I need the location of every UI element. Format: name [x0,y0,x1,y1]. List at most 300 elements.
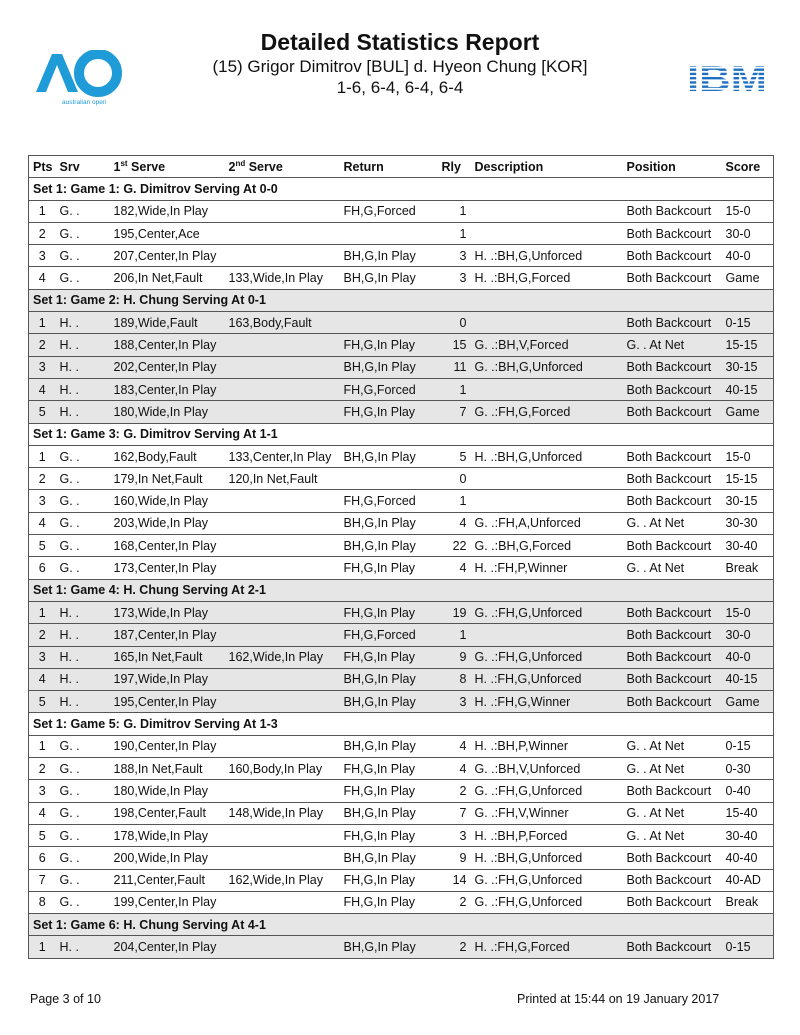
cell-return [340,222,438,244]
cell-server: H. . [56,601,110,623]
cell-position: Both Backcourt [623,646,722,668]
cell-first-serve: 195,Center,Ace [110,222,225,244]
cell-point-number: 2 [29,334,56,356]
cell-rally-count: 14 [438,869,471,891]
game-header-row [29,914,774,936]
cell-server: H. . [56,936,110,958]
cell-rally-count: 1 [438,624,471,646]
cell-return: FH,G,Forced [340,378,438,400]
cell-first-serve: 173,Wide,In Play [110,601,225,623]
cell-point-number: 5 [29,535,56,557]
table-row [29,468,774,490]
cell-rally-count: 9 [438,847,471,869]
cell-server: H. . [56,378,110,400]
cell-first-serve: 197,Wide,In Play [110,668,225,690]
cell-rally-count: 7 [438,401,471,423]
cell-first-serve: 199,Center,In Play [110,891,225,913]
cell-point-number: 1 [29,936,56,958]
cell-server: G. . [56,445,110,467]
cell-return [340,468,438,490]
cell-description: G. .:BH,V,Unforced [471,758,623,780]
cell-server: G. . [56,557,110,579]
cell-description: G. .:FH,G,Unforced [471,869,623,891]
cell-rally-count: 2 [438,936,471,958]
cell-first-serve: 188,In Net,Fault [110,758,225,780]
cell-return: FH,G,In Play [340,824,438,846]
cell-point-number: 4 [29,512,56,534]
cell-return: FH,G,In Play [340,869,438,891]
table-row [29,891,774,913]
cell-score: Break [722,891,774,913]
cell-score: 15-0 [722,200,774,222]
cell-second-serve [225,624,340,646]
cell-server: G. . [56,245,110,267]
cell-description: G. .:BH,G,Unforced [471,356,623,378]
cell-score: 40-15 [722,668,774,690]
cell-point-number: 5 [29,691,56,713]
cell-first-serve: 180,Wide,In Play [110,780,225,802]
table-row [29,490,774,512]
cell-point-number: 4 [29,668,56,690]
cell-return: FH,G,In Play [340,891,438,913]
col-header-description: Description [471,156,623,178]
cell-server: H. . [56,624,110,646]
cell-point-number: 2 [29,758,56,780]
cell-description [471,200,623,222]
cell-server: H. . [56,646,110,668]
ibm-logo-icon [686,60,768,94]
cell-return: FH,G,In Play [340,758,438,780]
cell-second-serve: 133,Wide,In Play [225,267,340,289]
cell-description [471,624,623,646]
cell-description: H. .:BH,G,Forced [471,267,623,289]
cell-score: 15-40 [722,802,774,824]
game-header-row [29,423,774,445]
cell-position: Both Backcourt [623,490,722,512]
cell-score: 15-0 [722,445,774,467]
table-row [29,535,774,557]
cell-point-number: 4 [29,802,56,824]
cell-point-number: 3 [29,780,56,802]
cell-return: FH,G,In Play [340,601,438,623]
game-header-row [29,289,774,311]
cell-server: G. . [56,535,110,557]
table-row [29,668,774,690]
cell-return: BH,G,In Play [340,245,438,267]
cell-description: G. .:FH,G,Unforced [471,601,623,623]
cell-description: G. .:BH,G,Forced [471,535,623,557]
cell-return [340,312,438,334]
table-row [29,267,774,289]
cell-score: 30-0 [722,624,774,646]
cell-description: H. .:FH,G,Forced [471,936,623,958]
cell-server: H. . [56,401,110,423]
cell-rally-count: 4 [438,735,471,757]
cell-rally-count: 15 [438,334,471,356]
cell-rally-count: 19 [438,601,471,623]
cell-first-serve: 206,In Net,Fault [110,267,225,289]
cell-server: G. . [56,267,110,289]
cell-score: 0-15 [722,936,774,958]
cell-score: Break [722,557,774,579]
cell-first-serve: 189,Wide,Fault [110,312,225,334]
cell-position: Both Backcourt [623,468,722,490]
cell-server: G. . [56,780,110,802]
cell-rally-count: 4 [438,557,471,579]
cell-rally-count: 3 [438,267,471,289]
cell-description: H. .:BH,G,Unforced [471,245,623,267]
col-header-second-serve: 2nd Serve [225,156,340,178]
cell-first-serve: 200,Wide,In Play [110,847,225,869]
cell-second-serve [225,824,340,846]
cell-position: Both Backcourt [623,378,722,400]
cell-score: Game [722,691,774,713]
cell-rally-count: 2 [438,891,471,913]
cell-position: G. . At Net [623,758,722,780]
cell-point-number: 1 [29,200,56,222]
cell-return: BH,G,In Play [340,802,438,824]
cell-first-serve: 204,Center,In Play [110,936,225,958]
cell-return: BH,G,In Play [340,936,438,958]
cell-rally-count: 7 [438,802,471,824]
cell-second-serve [225,490,340,512]
cell-point-number: 6 [29,557,56,579]
cell-second-serve [225,780,340,802]
cell-position: Both Backcourt [623,267,722,289]
col-header-rally: Rly [438,156,471,178]
cell-position: Both Backcourt [623,535,722,557]
cell-score: 30-0 [722,222,774,244]
cell-position: Both Backcourt [623,869,722,891]
cell-second-serve: 163,Body,Fault [225,312,340,334]
col-header-score: Score [722,156,774,178]
cell-second-serve [225,356,340,378]
cell-first-serve: 173,Center,In Play [110,557,225,579]
cell-first-serve: 188,Center,In Play [110,334,225,356]
cell-rally-count: 5 [438,445,471,467]
cell-score: 40-0 [722,646,774,668]
cell-second-serve [225,735,340,757]
table-row [29,601,774,623]
table-row [29,512,774,534]
table-row [29,312,774,334]
table-row [29,245,774,267]
cell-second-serve [225,891,340,913]
cell-first-serve: 182,Wide,In Play [110,200,225,222]
cell-first-serve: 203,Wide,In Play [110,512,225,534]
cell-server: G. . [56,735,110,757]
cell-point-number: 5 [29,824,56,846]
cell-description: H. .:FH,P,Winner [471,557,623,579]
cell-return: BH,G,In Play [340,445,438,467]
cell-rally-count: 0 [438,468,471,490]
cell-description: H. .:BH,P,Forced [471,824,623,846]
cell-score: 30-15 [722,356,774,378]
printed-timestamp: Printed at 15:44 on 19 January 2017 [517,992,720,1006]
cell-description: G. .:FH,G,Forced [471,401,623,423]
cell-position: Both Backcourt [623,891,722,913]
cell-score: 30-30 [722,512,774,534]
cell-score: 0-15 [722,735,774,757]
table-row [29,222,774,244]
cell-return: BH,G,In Play [340,267,438,289]
cell-first-serve: 211,Center,Fault [110,869,225,891]
cell-position: Both Backcourt [623,847,722,869]
cell-second-serve [225,847,340,869]
cell-score: 30-40 [722,535,774,557]
cell-server: G. . [56,200,110,222]
table-row [29,378,774,400]
cell-description: H. .:BH,G,Unforced [471,847,623,869]
point-statistics-table [28,155,774,959]
cell-second-serve: 120,In Net,Fault [225,468,340,490]
page-number: Page 3 of 10 [30,992,101,1006]
cell-position: G. . At Net [623,334,722,356]
cell-return: BH,G,In Play [340,356,438,378]
cell-first-serve: 179,In Net,Fault [110,468,225,490]
cell-first-serve: 178,Wide,In Play [110,824,225,846]
cell-score: Game [722,267,774,289]
cell-description: G. .:FH,G,Unforced [471,891,623,913]
cell-description [471,490,623,512]
cell-description [471,468,623,490]
table-row [29,869,774,891]
cell-second-serve [225,334,340,356]
col-header-pts: Pts [29,156,56,178]
col-header-return: Return [340,156,438,178]
cell-point-number: 1 [29,735,56,757]
cell-point-number: 6 [29,847,56,869]
table-row [29,557,774,579]
table-row [29,824,774,846]
table-row [29,624,774,646]
cell-position: Both Backcourt [623,601,722,623]
cell-second-serve [225,222,340,244]
ao-logo-caption: australian open [62,99,107,106]
cell-return: FH,G,In Play [340,557,438,579]
cell-score: 30-40 [722,824,774,846]
cell-rally-count: 3 [438,691,471,713]
cell-return: FH,G,In Play [340,646,438,668]
cell-description: H. .:FH,G,Unforced [471,668,623,690]
cell-description: G. .:FH,G,Unforced [471,646,623,668]
cell-second-serve: 133,Center,In Play [225,445,340,467]
cell-position: G. . At Net [623,802,722,824]
cell-server: G. . [56,891,110,913]
cell-point-number: 3 [29,356,56,378]
cell-rally-count: 4 [438,758,471,780]
cell-point-number: 2 [29,624,56,646]
cell-first-serve: 207,Center,In Play [110,245,225,267]
cell-description [471,378,623,400]
cell-second-serve: 162,Wide,In Play [225,646,340,668]
cell-server: G. . [56,824,110,846]
cell-rally-count: 1 [438,222,471,244]
cell-second-serve [225,601,340,623]
table-row [29,691,774,713]
table-row [29,847,774,869]
game-title: Set 1: Game 2: H. Chung Serving At 0-1 [29,289,774,311]
table-row [29,936,774,958]
cell-score: 0-30 [722,758,774,780]
cell-rally-count: 8 [438,668,471,690]
cell-rally-count: 0 [438,312,471,334]
cell-score: 15-15 [722,468,774,490]
cell-score: 40-15 [722,378,774,400]
cell-position: Both Backcourt [623,445,722,467]
cell-first-serve: 160,Wide,In Play [110,490,225,512]
cell-return: FH,G,Forced [340,200,438,222]
cell-point-number: 3 [29,646,56,668]
cell-second-serve [225,401,340,423]
cell-point-number: 4 [29,267,56,289]
cell-second-serve: 148,Wide,In Play [225,802,340,824]
table-row [29,758,774,780]
cell-point-number: 3 [29,490,56,512]
cell-point-number: 4 [29,378,56,400]
cell-server: G. . [56,802,110,824]
cell-point-number: 2 [29,222,56,244]
cell-server: G. . [56,512,110,534]
game-header-row [29,579,774,601]
cell-score: 15-0 [722,601,774,623]
cell-point-number: 1 [29,601,56,623]
cell-first-serve: 162,Body,Fault [110,445,225,467]
cell-score: 0-15 [722,312,774,334]
table-row [29,401,774,423]
table-row [29,334,774,356]
cell-return: BH,G,In Play [340,847,438,869]
cell-return: FH,G,Forced [340,624,438,646]
cell-server: H. . [56,312,110,334]
cell-server: G. . [56,490,110,512]
cell-score: 0-40 [722,780,774,802]
cell-point-number: 7 [29,869,56,891]
table-row [29,780,774,802]
cell-server: G. . [56,222,110,244]
game-header-row [29,713,774,735]
cell-position: G. . At Net [623,512,722,534]
game-title: Set 1: Game 3: G. Dimitrov Serving At 1-1 [29,423,774,445]
cell-position: Both Backcourt [623,200,722,222]
cell-position: Both Backcourt [623,668,722,690]
cell-server: H. . [56,334,110,356]
cell-server: G. . [56,869,110,891]
cell-second-serve [225,512,340,534]
cell-score: 15-15 [722,334,774,356]
cell-return: FH,G,Forced [340,490,438,512]
game-title: Set 1: Game 1: G. Dimitrov Serving At 0-0 [29,178,774,200]
cell-score: 40-40 [722,847,774,869]
cell-score: 30-15 [722,490,774,512]
cell-first-serve: 202,Center,In Play [110,356,225,378]
report-title: Detailed Statistics Report [260,29,540,55]
cell-second-serve [225,557,340,579]
cell-return: BH,G,In Play [340,535,438,557]
cell-return: FH,G,In Play [340,401,438,423]
cell-position: Both Backcourt [623,780,722,802]
cell-rally-count: 1 [438,378,471,400]
cell-position: G. . At Net [623,557,722,579]
cell-second-serve [225,668,340,690]
cell-first-serve: 183,Center,In Play [110,378,225,400]
cell-first-serve: 198,Center,Fault [110,802,225,824]
cell-position: Both Backcourt [623,245,722,267]
cell-rally-count: 1 [438,490,471,512]
cell-point-number: 2 [29,468,56,490]
cell-description: G. .:FH,G,Unforced [471,780,623,802]
cell-position: Both Backcourt [623,691,722,713]
cell-position: Both Backcourt [623,936,722,958]
table-row [29,646,774,668]
cell-description: H. .:BH,G,Unforced [471,445,623,467]
col-header-position: Position [623,156,722,178]
game-title: Set 1: Game 5: G. Dimitrov Serving At 1-3 [29,713,774,735]
cell-description: H. .:FH,G,Winner [471,691,623,713]
table-row [29,735,774,757]
cell-description [471,222,623,244]
cell-rally-count: 3 [438,824,471,846]
cell-first-serve: 190,Center,In Play [110,735,225,757]
cell-return: BH,G,In Play [340,691,438,713]
cell-description: H. .:BH,P,Winner [471,735,623,757]
cell-rally-count: 3 [438,245,471,267]
game-header-row [29,178,774,200]
cell-position: G. . At Net [623,735,722,757]
cell-return: FH,G,In Play [340,334,438,356]
cell-server: H. . [56,356,110,378]
cell-position: G. . At Net [623,824,722,846]
match-players: (15) Grigor Dimitrov [BUL] d. Hyeon Chung [KOR] [212,57,588,76]
cell-second-serve [225,245,340,267]
cell-score: 40-AD [722,869,774,891]
cell-position: Both Backcourt [623,401,722,423]
cell-server: G. . [56,758,110,780]
cell-rally-count: 2 [438,780,471,802]
cell-position: Both Backcourt [623,312,722,334]
cell-first-serve: 180,Wide,In Play [110,401,225,423]
cell-return: FH,G,In Play [340,780,438,802]
cell-rally-count: 9 [438,646,471,668]
cell-server: G. . [56,468,110,490]
cell-description [471,312,623,334]
cell-point-number: 8 [29,891,56,913]
game-title: Set 1: Game 6: H. Chung Serving At 4-1 [29,914,774,936]
cell-score: 40-0 [722,245,774,267]
cell-server: G. . [56,847,110,869]
cell-first-serve: 165,In Net,Fault [110,646,225,668]
cell-description: G. .:BH,V,Forced [471,334,623,356]
cell-position: Both Backcourt [623,222,722,244]
ibm-logo-text: IBM [687,60,767,94]
cell-rally-count: 4 [438,512,471,534]
report-header [0,0,800,130]
cell-second-serve [225,200,340,222]
table-header-row [29,156,774,178]
table-row [29,200,774,222]
cell-position: Both Backcourt [623,356,722,378]
match-score: 1-6, 6-4, 6-4, 6-4 [336,78,464,97]
table-row [29,445,774,467]
cell-return: BH,G,In Play [340,735,438,757]
cell-first-serve: 187,Center,In Play [110,624,225,646]
cell-rally-count: 22 [438,535,471,557]
table-row [29,356,774,378]
col-header-first-serve: 1st Serve [110,156,225,178]
cell-second-serve [225,378,340,400]
cell-server: H. . [56,691,110,713]
cell-position: Both Backcourt [623,624,722,646]
